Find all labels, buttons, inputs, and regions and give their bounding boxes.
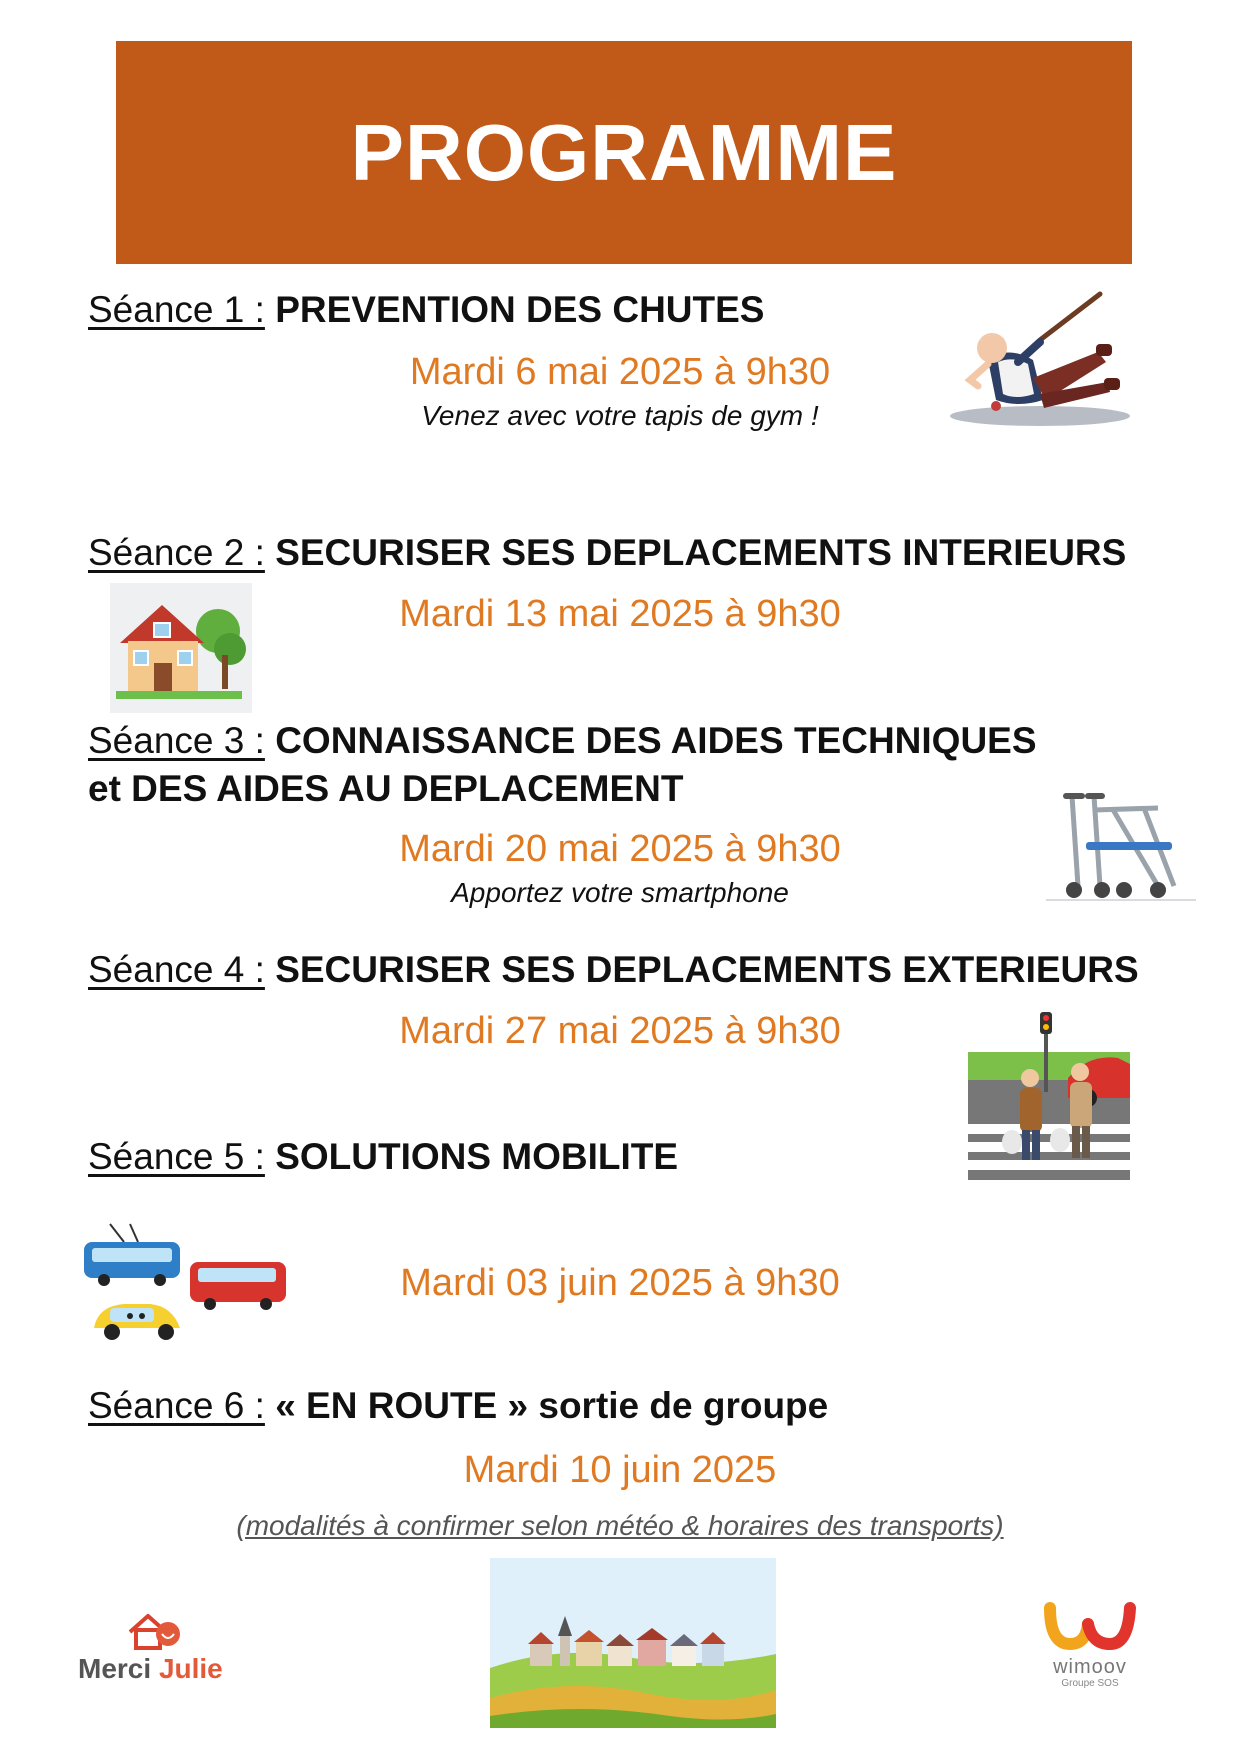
programme-banner [116, 41, 1132, 264]
seance-2-heading [88, 531, 1126, 575]
seance-3-heading-line2 [88, 767, 684, 811]
seance-3-label: Séance 3 : [88, 720, 265, 761]
wimoov-sub: Groupe SOS [1061, 1678, 1119, 1689]
crosswalk-illustration [968, 1012, 1130, 1180]
merci-julie-logo [78, 1610, 228, 1686]
seance-4-title: SECURISER SES DEPLACEMENTS EXTERIEURS [275, 949, 1139, 990]
merci-julie-house-icon [78, 1610, 228, 1652]
wimoov-w-icon [1040, 1600, 1140, 1656]
seance-1-title: PREVENTION DES CHUTES [275, 289, 765, 330]
seance-3-title: CONNAISSANCE DES AIDES TECHNIQUES [275, 720, 1037, 761]
seance-4-heading [88, 948, 1139, 992]
seance-6-heading [88, 1384, 828, 1428]
merci-julie-word1: Merci [78, 1653, 152, 1684]
seance-3-title-line2: et DES AIDES AU DEPLACEMENT [88, 768, 684, 809]
seance-1-note: Venez avec votre tapis de gym ! [421, 400, 819, 431]
merci-julie-wordmark [78, 1652, 228, 1686]
wimoov-name: wimoov [1053, 1656, 1127, 1678]
seance-1-label: Séance 1 : [88, 289, 265, 330]
seance-5-title: SOLUTIONS MOBILITE [275, 1136, 679, 1177]
seance-5-date: Mardi 03 juin 2025 à 9h30 [400, 1262, 840, 1304]
wimoov-logo [1040, 1600, 1140, 1690]
transport-vehicles-illustration [80, 1222, 290, 1352]
rollator-illustration [1046, 786, 1196, 908]
house-illustration [110, 583, 252, 713]
seance-1-heading [88, 288, 764, 332]
seance-2-label: Séance 2 : [88, 532, 265, 573]
seance-2-title: SECURISER SES DEPLACEMENTS INTERIEURS [275, 532, 1127, 573]
seance-6-title: « EN ROUTE » sortie de groupe [275, 1385, 829, 1426]
seance-5-label: Séance 5 : [88, 1136, 265, 1177]
seance-6-date: Mardi 10 juin 2025 [463, 1449, 777, 1491]
seance-5-heading [88, 1135, 678, 1179]
seance-2-date: Mardi 13 mai 2025 à 9h30 [399, 593, 841, 635]
village-illustration [490, 1558, 776, 1728]
falling-person-illustration [948, 290, 1133, 432]
page-title: PROGRAMME [350, 107, 898, 197]
seance-3-date: Mardi 20 mai 2025 à 9h30 [399, 828, 841, 870]
seance-4-label: Séance 4 : [88, 949, 265, 990]
seance-3-heading [88, 719, 1037, 763]
seance-4-date: Mardi 27 mai 2025 à 9h30 [399, 1010, 841, 1052]
seance-3-note: Apportez votre smartphone [451, 877, 789, 908]
merci-julie-word2: Julie [158, 1653, 223, 1684]
seance-6-note: (modalités à confirmer selon météo & horaires des transports) [236, 1510, 1004, 1541]
seance-6-label: Séance 6 : [88, 1385, 265, 1426]
seance-1-date: Mardi 6 mai 2025 à 9h30 [409, 351, 831, 393]
